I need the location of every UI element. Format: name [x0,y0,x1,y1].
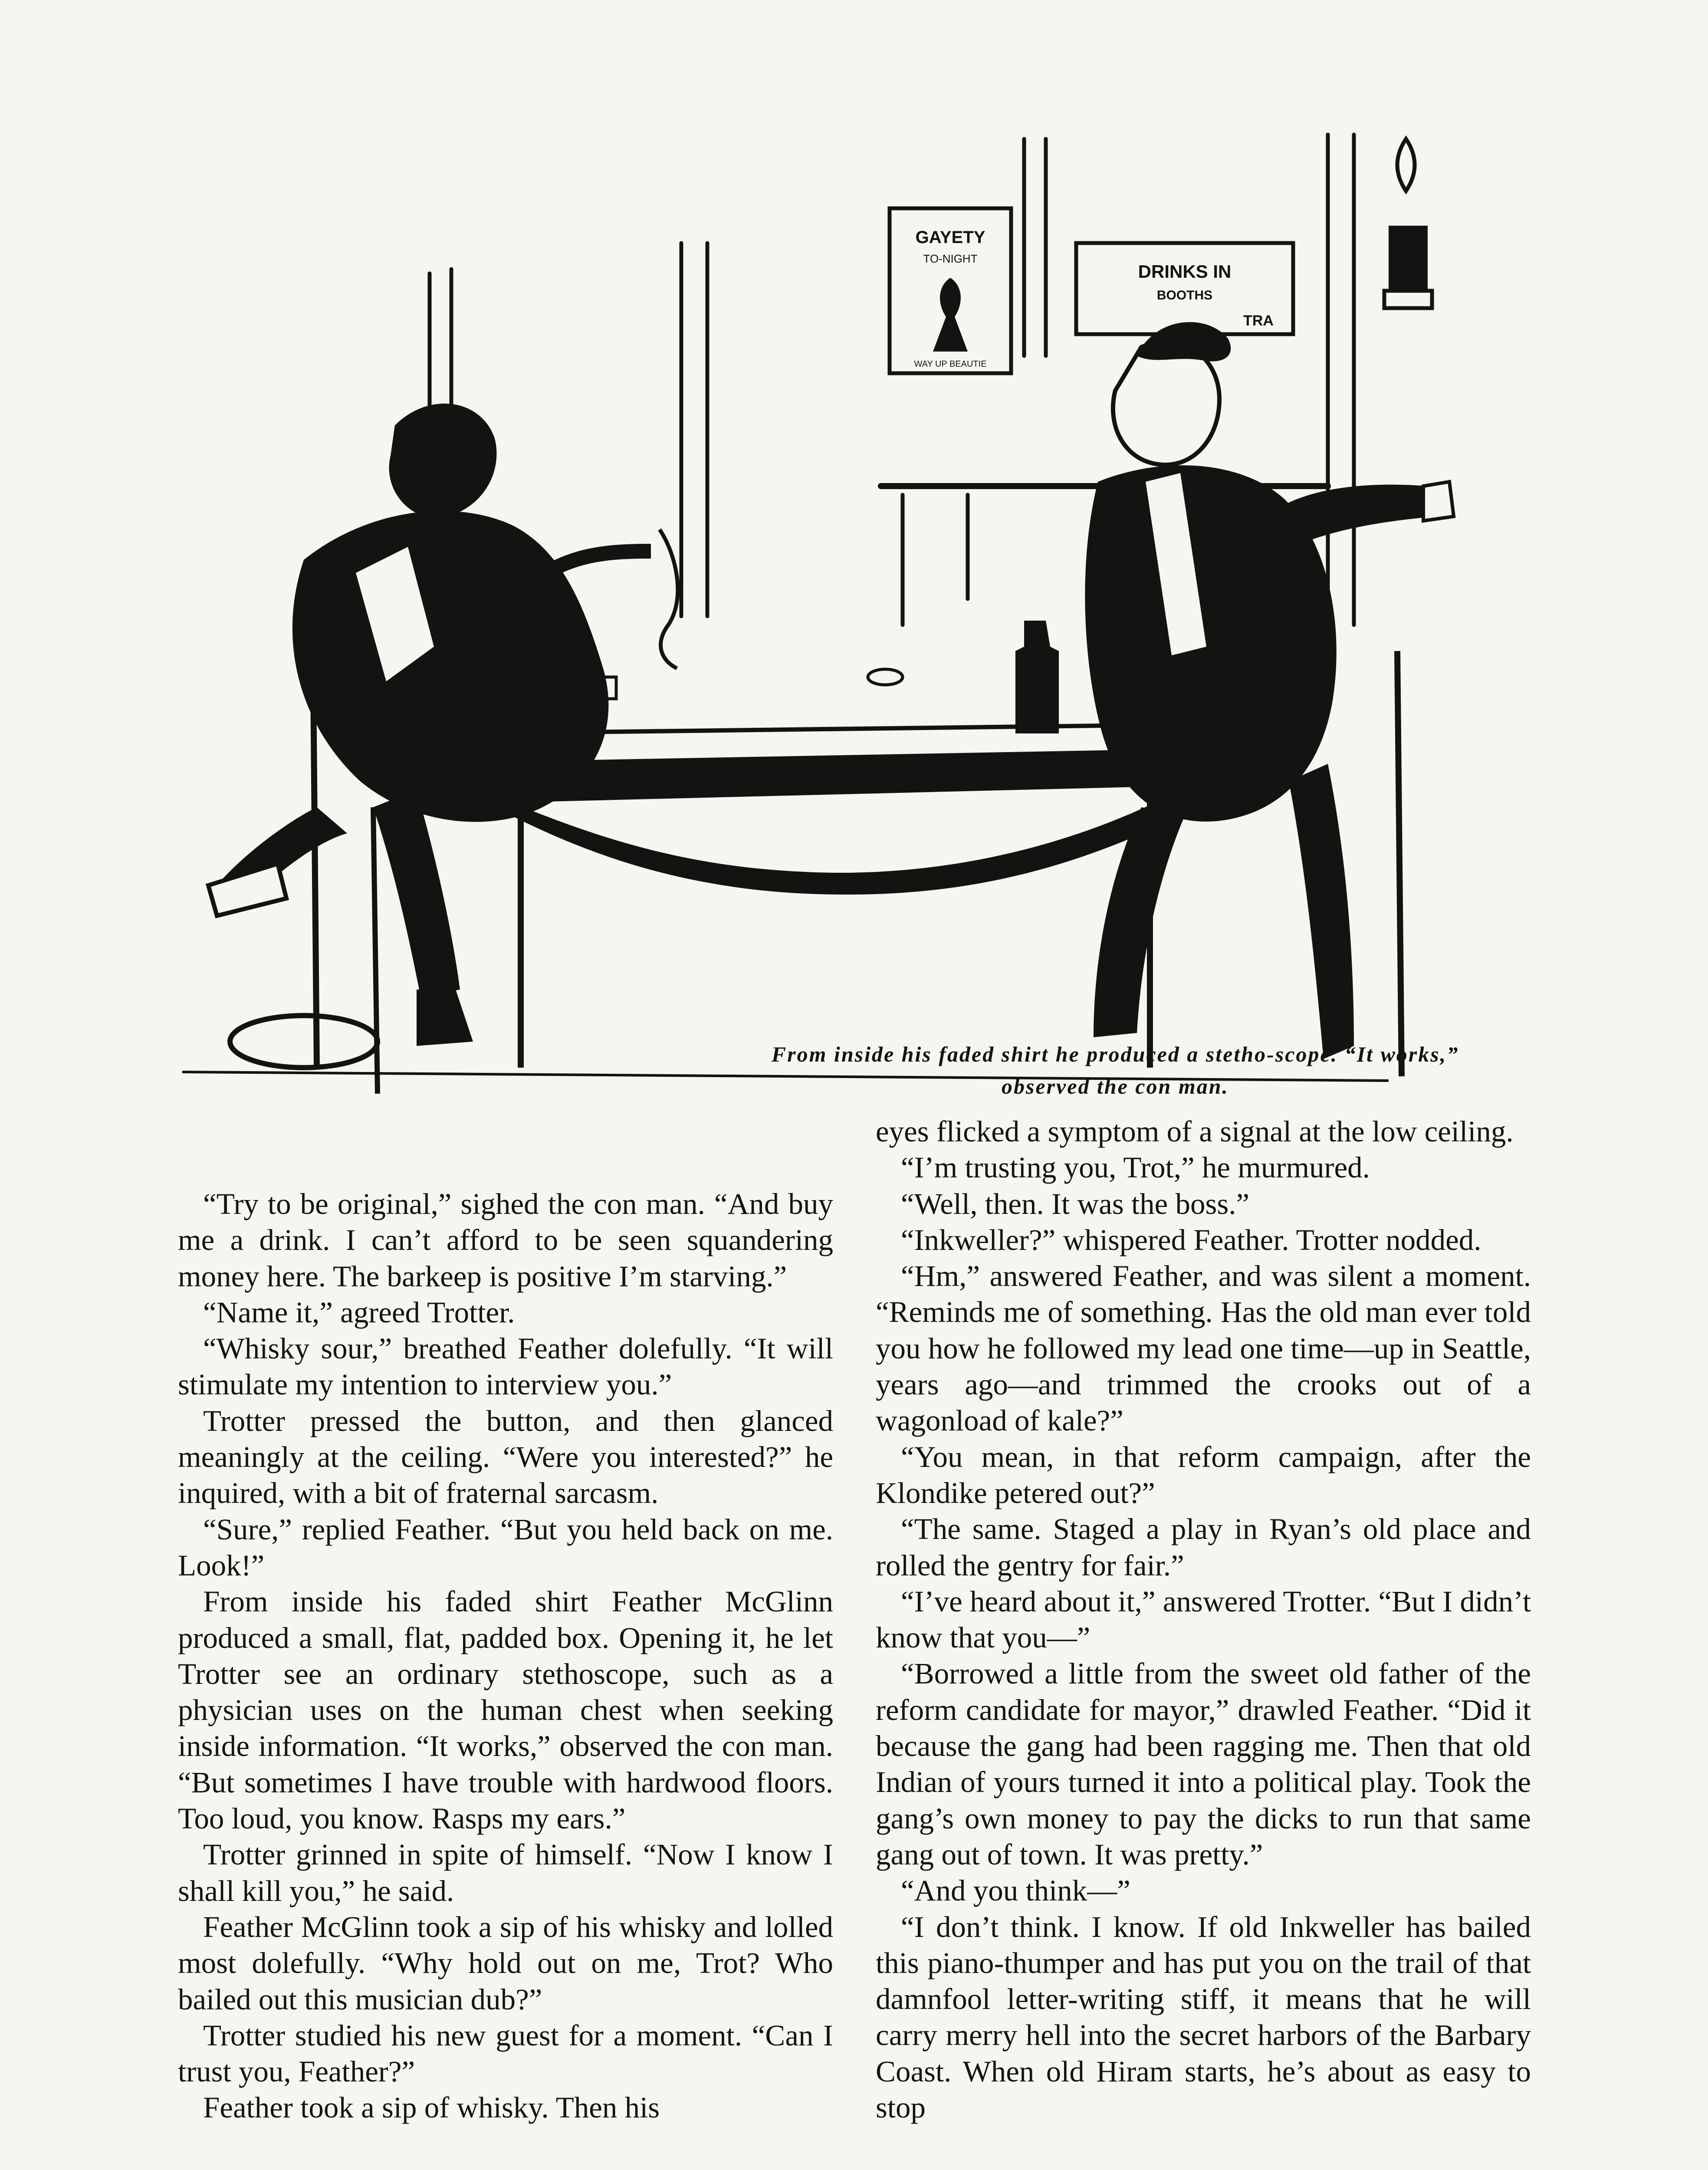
illustration-drawing [174,113,1536,1120]
paragraph: “Well, then. It was the boss.” [901,1187,1250,1220]
sign-line-3: TRA [1243,312,1274,329]
illustration-caption: From inside his faded shirt he produced a stetho-scope. “It works,” observed the con man. [771,1042,1459,1098]
paragraph: “Borrowed a little from the sweet old father of the reform candidate for mayor,” drawled Feather. “Did it because the gang had been ragging me. Then that old Indian of yours turned it into a political play. Took the gang’s own money to pay the dicks to run that same gang out of town. It was pretty.” [876,1657,1531,1871]
trotter-figure [1015,322,1454,1076]
paragraph: “You mean, in that reform campaign, after the Klondike petered out?” [876,1440,1531,1509]
paragraph: “Whisky sour,” breathed Feather dolefully. “It will stimulate my intention to interview you.” [178,1332,833,1401]
gayety-poster [890,208,1011,373]
paragraph: “I’ve heard about it,” answered Trotter. “But I didn’t know that you—” [876,1585,1531,1654]
paragraph: “I don’t think. I know. If old Inkweller has bailed this piano-thumper and has put you on the trail of that damnfool letter-writing stiff, it means that he will carry merry hell into the secret harbors of the Barbary Coast. When old Hiram starts, he’s about as easy to stop [876,1910,1531,2124]
paragraph: “Name it,” agreed Trotter. [203,1295,515,1329]
paragraph: “Sure,” replied Feather. “But you held back on me. Look!” [178,1512,833,1582]
drinks-sign [1076,243,1293,334]
story-illustration [174,113,1536,1120]
paragraph-continuation: eyes flicked a symptom of a signal at the low ceiling. [876,1115,1514,1148]
paragraph: From inside his faded shirt Feather McGlinn produced a small, flat, padded box. Opening it, he let Trotter see an ordinary stethoscope, such as a physician uses on the human chest when seeking inside information. “It works,” observed the con man. “But sometimes I have trouble with hardwood floors. Too loud, you know. Rasps my ears.” [178,1585,833,1835]
sign-line-1: DRINKS IN [1138,261,1232,282]
poster-title: GAYETY [915,228,985,247]
left-text-column [178,1186,833,2126]
paragraph: Trotter pressed the button, and then glanced meaningly at the ceiling. “Were you interested?” he inquired, with a bit of fraternal sarcasm. [178,1404,833,1510]
right-text-column [876,1114,1531,2126]
paragraph: “The same. Staged a play in Ryan’s old place and rolled the gentry for fair.” [876,1512,1531,1582]
paragraph: “Inkweller?” whispered Feather. Trotter nodded. [901,1223,1481,1256]
paragraph: Trotter grinned in spite of himself. “Now I know I shall kill you,” he said. [178,1838,833,1907]
paragraph: “Try to be original,” sighed the con man. “And buy me a drink. I can’t afford to be seen squandering money here. The barkeep is positive I’m starving.” [178,1187,833,1293]
poster-footer: WAY UP BEAUTIE [914,359,987,369]
paragraph: “Hm,” answered Feather, and was silent a moment. “Reminds me of something. Has the old man ever told you how he followed my lead one time—up in Seattle, years ago—and trimmed the crooks out of a wagonload of kale?” [876,1259,1531,1437]
paragraph: Feather McGlinn took a sip of his whisky and lolled most dolefully. “Why hold out on me, Trot? Who bailed out this musician dub?” [178,1910,833,2016]
sign-line-2: BOOTHS [1156,288,1213,302]
poster-subtitle: TO-NIGHT [923,252,978,265]
paragraph: “I’m trusting you, Trot,” he murmured. [901,1151,1370,1184]
paragraph: “And you think—” [901,1874,1130,1907]
paragraph: Trotter studied his new guest for a moment. “Can I trust you, Feather?” [178,2019,833,2088]
wall-lamp [1384,139,1432,308]
paragraph: Feather took a sip of whisky. Then his [203,2091,660,2124]
